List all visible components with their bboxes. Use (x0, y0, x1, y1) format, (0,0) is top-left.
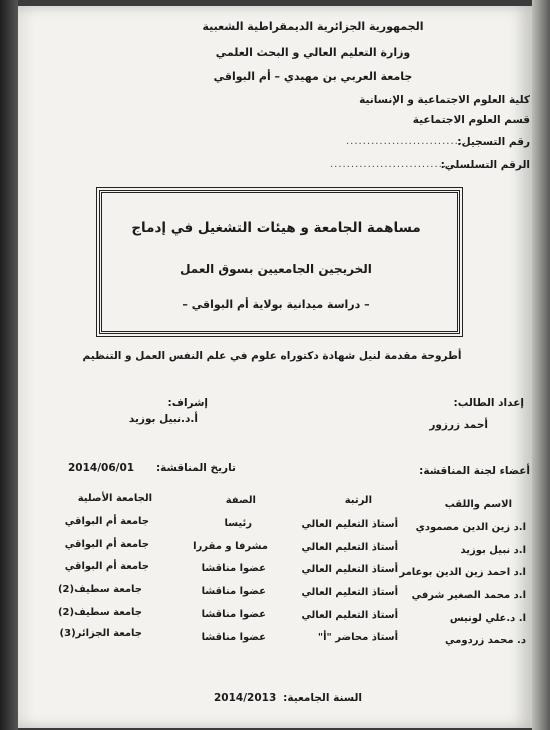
university-name: جامعة العربي بن مهيدي – أم البواقي (213, 70, 413, 83)
supervisor-label: إشراف: (167, 397, 208, 409)
row-4-name: ا.د محمد الصغير شرفي (411, 590, 526, 601)
row-5-university: جامعة سطيف(2) (57, 607, 142, 618)
row-1-rank: أستاذ التعليم العالي (301, 519, 398, 530)
student-label: إعداد الطالب: (453, 397, 524, 409)
academic-year-value: 2014/2013 (214, 692, 277, 704)
scan-left-edge (0, 0, 18, 730)
defense-date: 2014/06/01 (68, 462, 135, 474)
row-2-role: مشرفا و مقررا (193, 541, 268, 552)
scan-right-edge (532, 0, 550, 730)
row-2-rank: أستاذ التعليم العالي (301, 542, 398, 553)
col-header-name: الاسم واللقب (444, 499, 512, 510)
registration-dots: ............................... (346, 136, 476, 147)
row-1-name: ا.د زين الدين مصمودي (415, 522, 526, 533)
row-1-role: رئيسا (224, 518, 252, 529)
row-2-name: ا.د نبيل بوزيد (460, 545, 526, 556)
defense-date-label: تاريخ المناقشة: (155, 462, 236, 474)
ministry-name: وزارة التعليم العالي و البحث العلمي (215, 46, 411, 59)
row-4-role: عضوا مناقشا (201, 586, 266, 597)
thesis-note: أطروحة مقدمة لنيل شهادة دكتوراه علوم في علم النفس العمل و التنظيم (82, 350, 462, 362)
row-4-rank: أستاذ التعليم العالي (301, 587, 398, 598)
row-6-name: د. محمد زردومي (445, 635, 526, 646)
row-3-university: جامعة أم البواقي (64, 561, 149, 572)
col-header-role: الصفة (225, 495, 256, 506)
col-header-university: الجامعة الأصلية (77, 493, 152, 504)
academic-year-label: السنة الجامعية: (283, 692, 362, 704)
row-5-rank: أستاذ التعليم العالي (301, 610, 398, 621)
serial-dots: ............................... (330, 159, 460, 170)
row-3-name: ا.د احمد زين الدين بوعامر (399, 567, 526, 578)
document-page (18, 6, 532, 728)
title-subtitle: – دراسة ميدانية بولاية أم البواقي – (182, 298, 370, 311)
supervisor-name: أ.د.نبيل بوزيد (128, 413, 198, 425)
row-1-university: جامعة أم البواقي (64, 516, 149, 527)
department-name: قسم العلوم الاجتماعية (412, 114, 530, 126)
committee-label: أعضاء لجنة المناقشة: (419, 465, 530, 477)
title-line-2: الخريجين الجامعيين بسوق العمل (180, 262, 372, 276)
student-name: أحمد زرزور (429, 419, 488, 431)
row-2-university: جامعة أم البواقي (64, 539, 149, 550)
republic-name: الجمهورية الجزائرية الديمقراطية الشعبية (202, 20, 424, 33)
title-line-1: مساهمة الجامعة و هيئات التشغيل في إدماج (131, 220, 421, 236)
row-6-role: عضوا مناقشا (201, 632, 266, 643)
col-header-rank: الرتبة (344, 495, 372, 506)
row-3-role: عضوا مناقشا (201, 563, 266, 574)
row-4-university: جامعة سطيف(2) (57, 584, 142, 595)
row-5-role: عضوا مناقشا (201, 609, 266, 620)
row-5-name: ا. د.علي لونيس (449, 613, 526, 624)
row-6-rank: أستاذ محاضر "أ" (317, 632, 398, 643)
row-6-university: جامعة الجزائر(3) (59, 628, 142, 639)
college-name: كلية العلوم الاجتماعية و الإنسانية (359, 94, 530, 106)
registration-label: رقم التسجيل: (457, 136, 530, 148)
row-3-rank: أستاذ التعليم العالي (301, 564, 398, 575)
serial-label: الرقم التسلسلي: (440, 159, 530, 171)
